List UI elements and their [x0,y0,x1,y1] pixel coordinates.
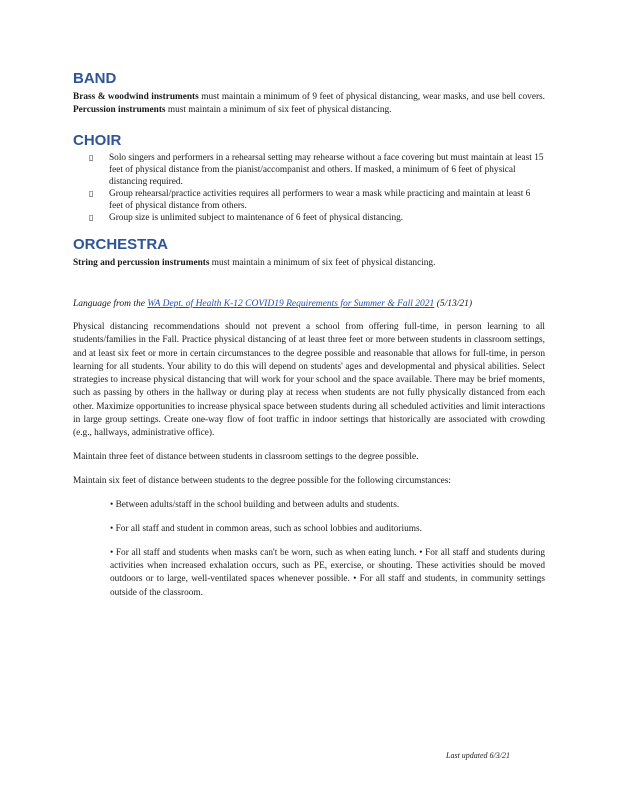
brass-label: Brass & woodwind instruments [73,92,199,102]
band-heading: BAND [73,70,117,87]
choir-item-2: ▯ Group rehearsal/practice activities requires all performers to wear a mask while practicing and maintain at least 6 feet of physical distance from others. [89,189,531,211]
choir-list [73,152,545,224]
orchestra-label: String and percussion instruments [73,258,210,268]
choir-item-1: ▯ Solo singers and performers in a rehearsal setting may rehearse without a face covering but must maintain at least 15 feet of physical distance from the pianist/accompanist and others. If masked, a minimum of 6 feet of physical distancing required. [89,153,544,187]
bullet-masks-exhalation: • For all staff and students when masks can't be worn, such as when eating lunch. • For all staff and students during activities when increased exhalation occurs, such as PE, exercise, or shouting. These activities should be moved outdoors or to large, well-ventilated spaces whenever possible. • For all staff and students, in community settings outside of the classroom. [110,547,545,598]
language-prefix: Language from the [73,299,148,309]
orchestra-heading: ORCHESTRA [73,236,169,253]
choir-item-3: ▯ Group size is unlimited subject to maintenance of 6 feet of physical distancing. [89,213,404,223]
square-bullet-icon: ▯ [89,213,94,222]
orchestra-text: must maintain a minimum of six feet of physical distancing. [209,258,436,268]
percussion-text: must maintain a minimum of six feet of physical distancing. [165,105,392,115]
document-page [73,70,545,600]
six-feet-paragraph: Maintain six feet of distance between students to the degree possible for the following circumstances: [73,475,451,486]
square-bullet-icon: ▯ [89,153,94,162]
square-bullet-icon: ▯ [89,189,94,198]
percussion-label: Percussion instruments [73,105,166,115]
choir-heading: CHOIR [73,132,122,149]
distancing-paragraph: Physical distancing recommendations should not prevent a school from offering full-time, in person learning to all students/families in the Fall. Practice physical distancing of at least three feet or more between students in classroom settings, and at least six feet or more in certain circumstances to the degree possible and reasonable that allows for full-time, in person learning for all students. Your ability to do this will depend on students' ages and developmental and physical abilities. Select strategies to increase physical distancing that will work for your school and the space available. There may be brief moments, such as passing by others in the hallway or during play at recess when students are not fully physically distanced from each other. Maximize opportunities to increase physical space between students during all scheduled activities and limit interactions in large group settings. Create one-way flow of foot traffic in indoor settings that historically are associated with crowding (e.g., hallways, administrative office). [73,322,545,439]
brass-text: must maintain a minimum of 9 feet of physical distancing, wear masks, and use bell covers. [198,92,545,102]
band-paragraph [73,91,545,117]
three-feet-paragraph: Maintain three feet of distance between students in classroom settings to the degree possible. [73,451,419,462]
doh-requirements-link[interactable]: WA Dept. of Health K-12 COVID19 Requirements for Summer & Fall 2021 [147,299,435,309]
last-updated-footer: Last updated 6/3/21 [446,751,511,760]
bullet-common-areas: • For all staff and student in common areas, such as school lobbies and auditoriums. [110,523,422,534]
bullet-adults-staff: • Between adults/staff in the school building and between adults and students. [110,499,400,510]
language-source [73,299,545,309]
orchestra-paragraph [73,257,545,270]
language-date: (5/13/21) [434,299,473,309]
